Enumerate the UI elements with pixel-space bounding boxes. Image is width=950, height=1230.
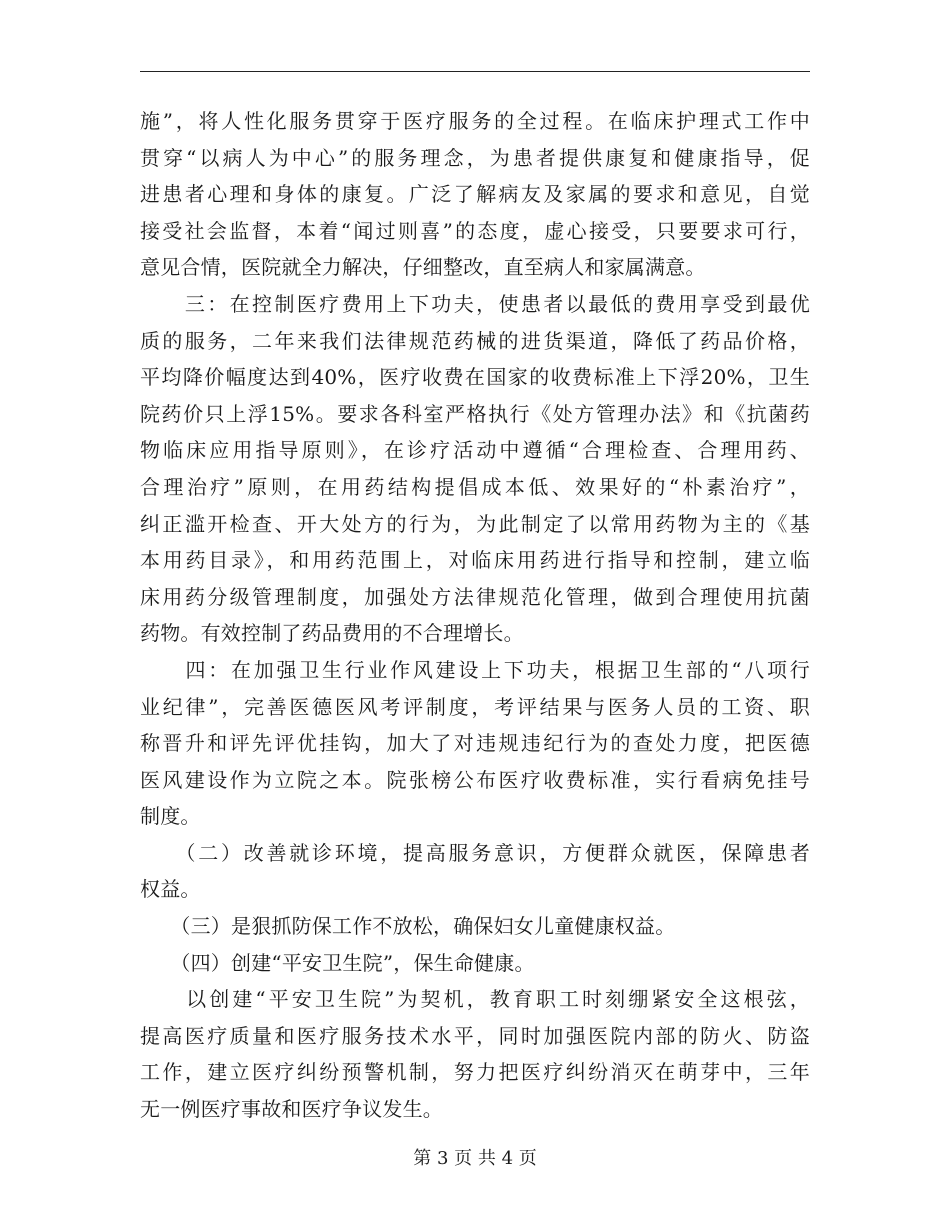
text-line: 本用药目录》，和用药范围上，对临床用药进行指导和控制，建立临 xyxy=(140,548,810,573)
text-line: 床用药分级管理制度，加强处方法律规范化管理，做到合理使用抗菌 xyxy=(140,584,810,609)
text-line: 四：在加强卫生行业作风建设上下功夫，根据卫生部的“八项行 xyxy=(140,657,810,682)
text-line: （四）创建“平安卫生院”，保生命健康。 xyxy=(140,950,535,975)
text-line: 纠正滥开检查、开大处方的行为，为此制定了以常用药物为主的《基 xyxy=(140,511,810,536)
text-line: 三：在控制医疗费用上下功夫，使患者以最低的费用享受到最优 xyxy=(140,291,810,316)
text-line: 医风建设作为立院之本。院张榜公布医疗收费标准，实行看病免挂号 xyxy=(140,767,810,792)
text-line: 院药价只上浮15%。要求各科室严格执行《处方管理办法》和《抗菌药 xyxy=(140,401,810,426)
text-line: 施”，将人性化服务贯穿于医疗服务的全过程。在临床护理式工作中 xyxy=(140,109,810,133)
document-body xyxy=(140,103,810,1128)
text-line: （二）改善就诊环境，提高服务意识，方便群众就医，保障患者 xyxy=(140,840,810,865)
text-line: 制度。 xyxy=(140,804,201,829)
text-line: 意见合情，医院就全力解决，仔细整改，直至病人和家属满意。 xyxy=(140,255,706,280)
header-rule xyxy=(140,71,810,72)
text-line: 药物。有效控制了药品费用的不合理增长。 xyxy=(140,621,524,646)
text-line: 进患者心理和身体的康复。广泛了解病友及家属的要求和意见，自觉 xyxy=(140,182,810,207)
text-line: 物临床应用指导原则》，在诊疗活动中遵循“合理检查、合理用药、 xyxy=(140,438,810,463)
text-line: 合理治疗”原则，在用药结构提倡成本低、效果好的“朴素治疗”， xyxy=(140,474,810,499)
text-line: 业纪律”，完善医德医风考评制度，考评结果与医务人员的工资、职 xyxy=(140,694,810,719)
text-line: 称晋升和评先评优挂钩，加大了对违规违纪行为的查处力度，把医德 xyxy=(140,731,810,756)
text-line: 质的服务，二年来我们法律规范药械的进货渠道，降低了药品价格， xyxy=(140,328,810,353)
text-line: 提高医疗质量和医疗服务技术水平，同时加强医院内部的防火、防盗 xyxy=(140,1023,810,1048)
text-line: 工作，建立医疗纠纷预警机制，努力把医疗纠纷消灭在萌芽中，三年 xyxy=(140,1060,810,1085)
text-line: 平均降价幅度达到40%，医疗收费在国家的收费标准上下浮20%，卫生 xyxy=(140,365,810,390)
text-line: 接受社会监督，本着“闻过则喜”的态度，虚心接受，只要要求可行， xyxy=(140,218,810,243)
text-line: 以创建“平安卫生院”为契机，教育职工时刻绷紧安全这根弦， xyxy=(140,987,810,1012)
text-line: 权益。 xyxy=(140,877,201,902)
text-line: 无一例医疗事故和医疗争议发生。 xyxy=(140,1097,443,1122)
page-footer: 第 3 页 共 4 页 xyxy=(413,1148,537,1169)
text-line: （三）是狠抓防保工作不放松，确保妇女儿童健康权益。 xyxy=(140,914,676,939)
text-line: 贯穿“以病人为中心”的服务理念，为患者提供康复和健康指导，促 xyxy=(140,145,810,170)
